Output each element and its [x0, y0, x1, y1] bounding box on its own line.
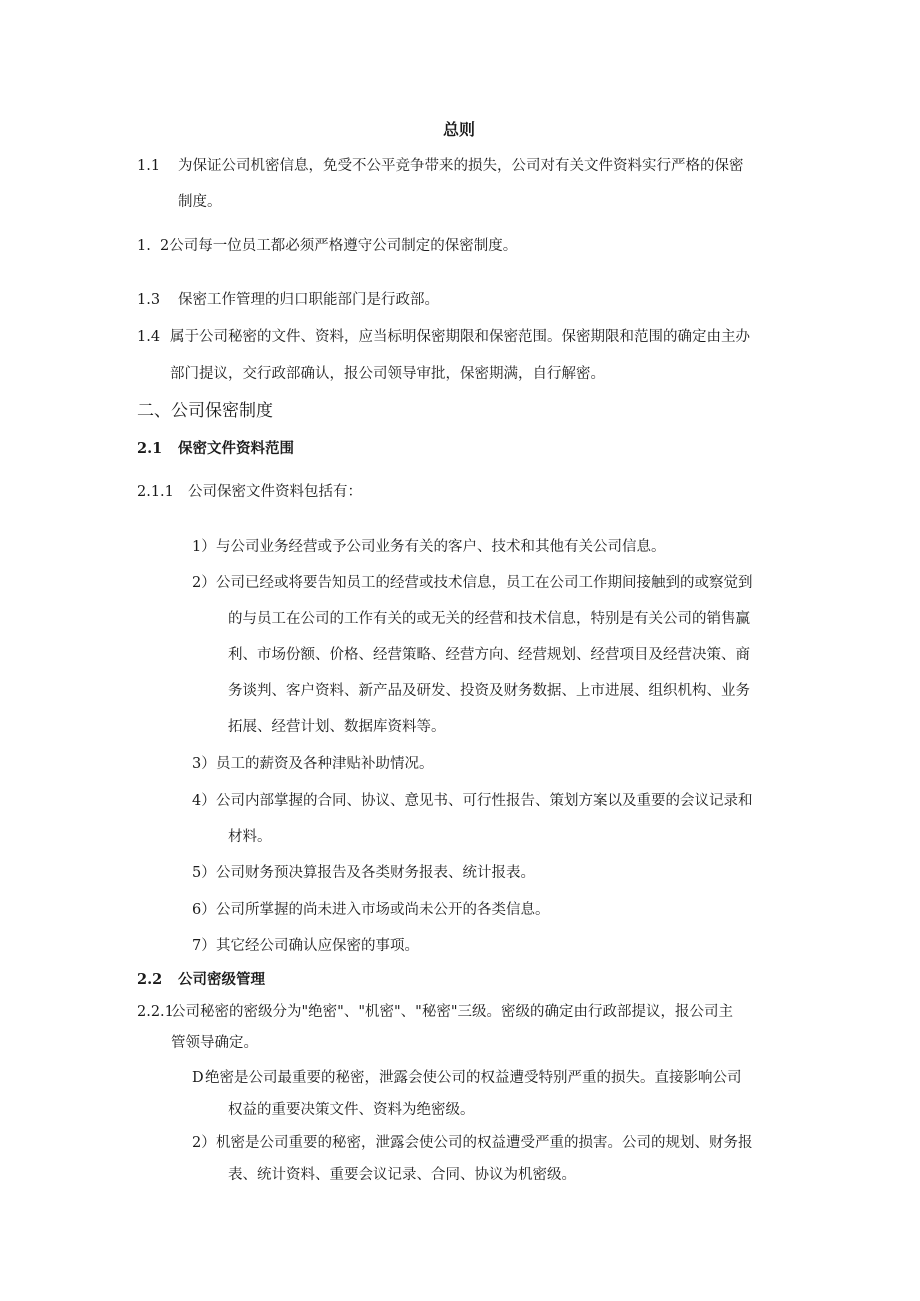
list-marker: 2）: [192, 1135, 216, 1151]
subsection-number: 2.1: [137, 440, 163, 457]
list-item: 表、统计资料、重要会议记录、合同、协议为机密级。: [228, 1167, 576, 1183]
list-item: 的与员工在公司的工作有关的或无关的经营和技术信息，特别是有关公司的销售赢: [228, 611, 750, 627]
list-item: 公司内部掌握的合同、协议、意见书、可行性报告、策划方案以及重要的会议记录和: [216, 793, 753, 809]
list-item: 公司已经或将要告知员工的经营或技术信息，员工在公司工作期间接触到的或察觉到: [216, 575, 753, 591]
list-item: 材料。: [228, 829, 272, 845]
list-item: 拓展、经营计划、数据库资料等。: [228, 719, 446, 735]
list-item: 权益的重要决策文件、资料为绝密级。: [228, 1102, 475, 1118]
clause-text: 保密工作管理的归口职能部门是行政部。: [178, 292, 439, 308]
clause-text: 管领导确定。: [171, 1035, 258, 1051]
list-marker: 1）: [192, 539, 216, 555]
list-marker: 3）: [192, 756, 216, 772]
clause-text: 属于公司秘密的文件、资料，应当标明保密期限和保密范围。保密期限和范围的确定由主办: [170, 329, 750, 345]
list-marker: 2）: [192, 575, 216, 591]
list-item: 公司财务预决算报告及各类财务报表、统计报表。: [216, 865, 535, 881]
list-marker: 7）: [192, 938, 216, 954]
clause-number: 1.4: [137, 329, 161, 345]
clause-number: 1.3: [137, 292, 161, 308]
list-item: 与公司业务经营或予公司业务有关的客户、技术和其他有关公司信息。: [216, 539, 666, 555]
section-heading: 二、公司保密制度: [137, 401, 273, 421]
clause-text: 部门提议，交行政部确认，报公司领导审批，保密期满，自行解密。: [170, 366, 605, 382]
clause-text: 公司秘密的密级分为"绝密"、"机密"、"秘密"三级。密级的确定由行政部提议，报公司主: [171, 1004, 734, 1020]
list-item: 利、市场份额、价格、经营策略、经营方向、经营规划、经营项目及经营决策、商: [228, 647, 750, 663]
list-item: 员工的薪资及各种津贴补助情况。: [216, 756, 434, 772]
list-item: 其它经公司确认应保密的事项。: [216, 938, 419, 954]
subsection-title: 保密文件资料范围: [178, 441, 294, 457]
list-item: 绝密是公司最重要的秘密，泄露会使公司的权益遭受特别严重的损失。直接影响公司: [205, 1070, 742, 1086]
list-marker: 5）: [192, 865, 216, 881]
subsection-title: 公司密级管理: [178, 972, 265, 988]
subsection-number: 2.2: [137, 971, 163, 988]
list-item: 机密是公司重要的秘密，泄露会使公司的权益遭受严重的损害。公司的规划、财务报: [216, 1135, 753, 1151]
clause-text: 2公司每一位员工都必须严格遵守公司制定的保密制度。: [160, 238, 518, 254]
clause-number: 2.1.1: [137, 484, 174, 500]
clause-text: 为保证公司机密信息，免受不公平竞争带来的损失，公司对有关文件资料实行严格的保密: [178, 158, 744, 174]
list-marker: 6）: [192, 902, 216, 918]
list-item: 公司所掌握的尚未进入市场或尚未公开的各类信息。: [216, 902, 550, 918]
clause-text: 制度。: [178, 194, 222, 210]
list-marker: D: [192, 1070, 204, 1086]
clause-number: 1.: [137, 238, 151, 254]
page-title: 总则: [443, 120, 476, 139]
list-item: 务谈判、客户资料、新产品及研发、投资及财务数据、上市进展、组织机构、业务: [228, 683, 750, 699]
clause-number: 1.1: [137, 158, 161, 174]
list-marker: 4）: [192, 793, 216, 809]
clause-text: 公司保密文件资料包括有：: [188, 484, 362, 500]
clause-number: 2.2.1: [137, 1004, 174, 1020]
